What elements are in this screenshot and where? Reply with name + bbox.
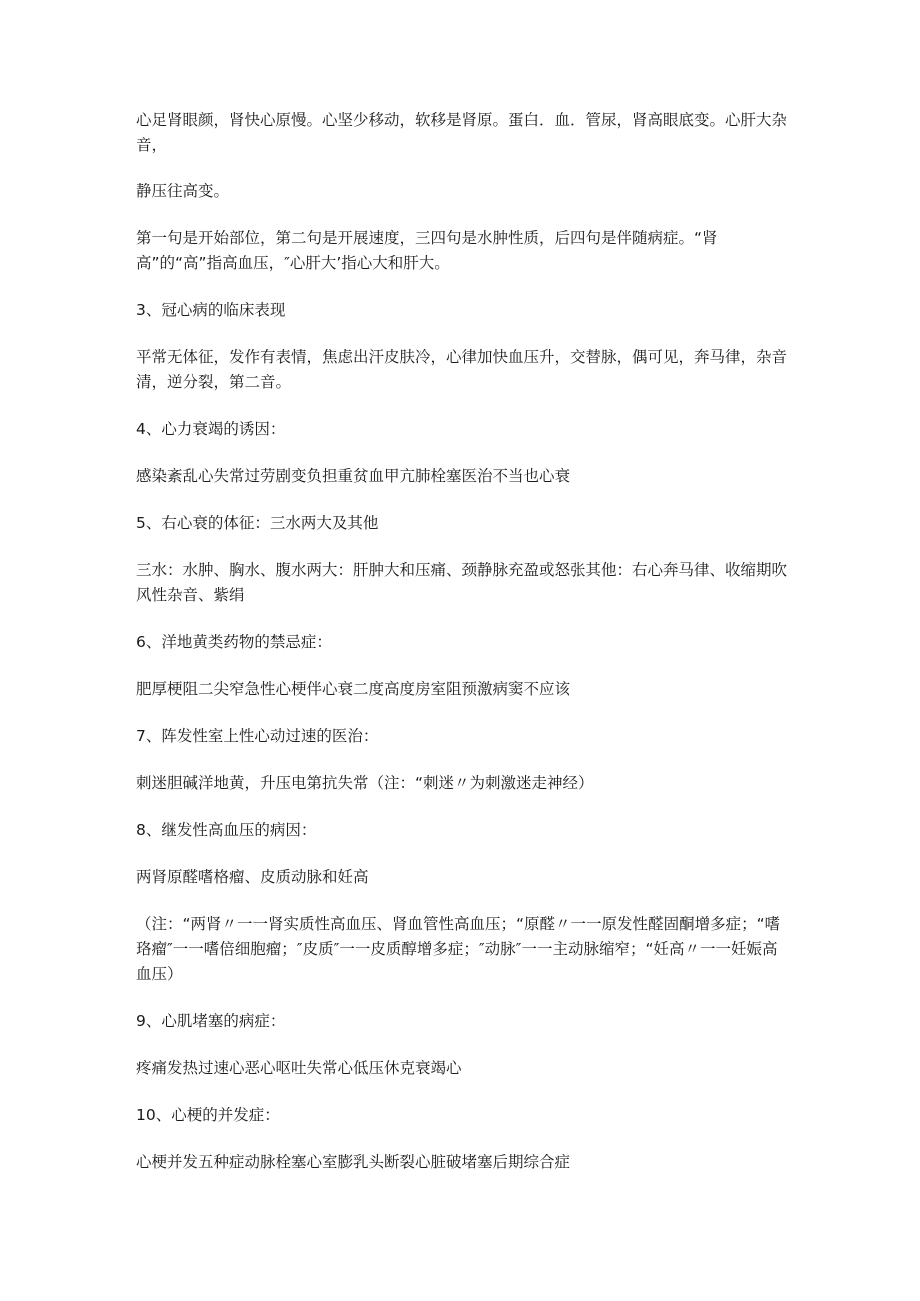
paragraph-right-heart-failure-signs: 三水：水肿、胸水、腹水两大：肝肿大和压痛、颈静脉充盈或怒张其他：右心奔马律、收缩期吹风性杂音、紫绢 — [136, 561, 788, 604]
heading-digitalis-contraindications: 6、洋地黄类药物的禁忌症： — [136, 633, 332, 651]
document-body — [136, 108, 790, 1197]
paragraph-coronary-clinical: 平常无体征，发作有表情，焦虑出汗皮肤冷，心律加快血压升，交替脉，偶可见，奔马律，杂音清，逆分裂，第二音。 — [136, 348, 788, 391]
paragraph-mi-symptoms: 疼痛发热过速心恶心呕吐失常心低压休克衰竭心 — [136, 1059, 462, 1077]
heading-secondary-hypertension-causes: 8、继发性高血压的病因： — [136, 821, 317, 839]
paragraph-heart-failure-causes: 感染紊乱心失常过劳剧变负担重贫血甲亢肺栓塞医治不当也心衰 — [136, 467, 571, 485]
paragraph-mnemonic-line2: 静压往高变。 — [136, 182, 230, 200]
heading-coronary-clinical: 3、冠心病的临床表现 — [136, 301, 286, 319]
paragraph-secondary-hypertension-note: （注：“两肾〃一一肾实质性高血压、肾血管性高血压；“原醛〃一一原发性醛固酮增多症；“嗜珞瘤″一一嗜倍细胞瘤；″皮质″一一皮质醇增多症；″动脉″一一主动脉缩窄；“妊高〃一一妊娠高血压） — [136, 915, 781, 983]
heading-mi-complications: 10、心梗的并发症： — [136, 1106, 280, 1124]
paragraph-digitalis-contraindications: 肥厚梗阻二尖窄急性心梗伴心衰二度高度房室阻预激病窦不应该 — [136, 680, 571, 698]
paragraph-mi-complications: 心梗并发五种症动脉栓塞心室膨乳头断裂心脏破堵塞后期综合症 — [136, 1153, 571, 1171]
heading-right-heart-failure-signs: 5、右心衰的体征：三水两大及其他 — [136, 514, 379, 532]
heading-heart-failure-causes: 4、心力衰竭的诱因： — [136, 420, 286, 438]
heading-mi-symptoms: 9、心肌堵塞的病症： — [136, 1012, 286, 1030]
paragraph-secondary-hypertension-causes: 两肾原醛嗜格瘤、皮质动脉和妊高 — [136, 868, 369, 886]
paragraph-mnemonic-explanation: 第一句是开始部位，第二句是开展速度，三四句是水肿性质，后四句是伴随病症。“肾高”的“高”指高血压，″心肝大’指心大和肝大。 — [136, 229, 718, 272]
heading-psvt-treatment: 7、阵发性室上性心动过速的医治： — [136, 727, 379, 745]
paragraph-mnemonic-line1: 心足肾眼颜，肾快心原慢。心坚少移动，软移是肾原。蛋白．血．管尿，肾高眼底变。心肝大杂音， — [136, 111, 788, 154]
paragraph-psvt-treatment: 刺迷胆碱洋地黄，升压电第抗失常（注：“刺迷〃为刺激迷走神经） — [136, 774, 594, 792]
